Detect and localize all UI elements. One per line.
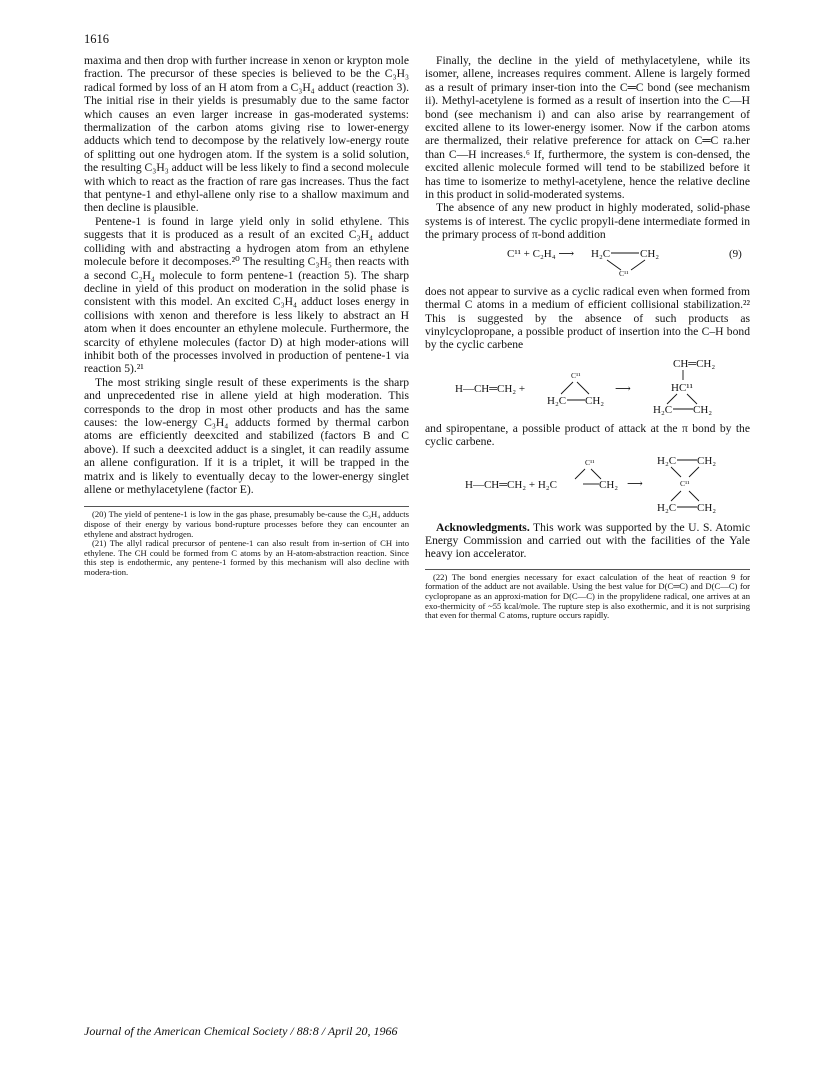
scheme2-bond-e bbox=[671, 467, 681, 477]
scheme1-carbene-left: H₂C bbox=[547, 394, 567, 407]
scheme2-center: C¹¹ bbox=[680, 478, 690, 488]
footnote-20: (20) The yield of pentene-1 is low in the gas phase, presumably be-cause the C₃H₄ adducts dispose of their energy by various bond-rupture processes before they can encounter an ethylene and abstract hydrogen. bbox=[84, 509, 409, 539]
eq9-lhs: C¹¹ + C₂H₄ ⟶ bbox=[507, 247, 575, 260]
scheme2-top-right: CH₂ bbox=[697, 454, 717, 467]
scheme1-product-mid: HC¹¹ bbox=[671, 381, 693, 394]
right-paragraph-4: and spiropentane, a possible product of attack at the π bond by the cyclic carbene. bbox=[425, 421, 750, 449]
scheme1-carbene-top: C¹¹ bbox=[571, 370, 581, 380]
scheme-spiropentane bbox=[425, 453, 750, 515]
left-column bbox=[84, 54, 409, 578]
footnote-22: (22) The bond energies necessary for exact calculation of the heat of reaction 9 for formation of the adduct are not available. Using the best value for D(C═C) and D(C—C) for cyclopropane as an approxi-mation for D(C—C) in the propylidene radical, one arrives at an exo-thermicity of ~55 kcal/mole. The rupture step is also exothermic, and it is not surprising that even for thermal C atoms, rupture occurs rapidly. bbox=[425, 571, 750, 621]
eq9-ring-bottom: C¹¹ bbox=[619, 268, 629, 278]
scheme1-bond-f bbox=[687, 394, 697, 404]
scheme-1-drawing bbox=[425, 356, 750, 416]
scheme2-bond-b bbox=[591, 469, 601, 479]
scheme2-top-left: H₂C bbox=[657, 454, 677, 467]
right-paragraph-2: The absence of any new product in highly moderated, solid-phase systems is of interest. The cyclic propyli-dene intermediate formed in the primary process of π-bond addition bbox=[425, 201, 750, 242]
scheme1-product-right: CH₂ bbox=[693, 403, 713, 416]
right-paragraph-1: Finally, the decline in the yield of methylacetylene, while its isomer, allene, increases requires comment. Allene is largely formed as a result of primary inser-tion into the C═C bond (see mechanism ii). Methyl-acetylene is formed as a result of insertion into the C—H bond (see mechanism i) and can also arise by rearrangement of excited allene to its lower-energy isomer. Now if the carbon atoms are thermalized, their relative preference for attack on C═C ra.her than C—H increases.⁶ If, furthermore, the system is con-densed, the excited allenic molecule formed will tend to be stabilized before it has time to isomerize to methyl-acetylene, hence the relative decline in this product in solid-moderated systems. bbox=[425, 54, 750, 202]
scheme1-reactant: H—CH═CH₂ + bbox=[455, 382, 526, 395]
acknowledgments bbox=[425, 521, 750, 561]
scheme2-reactant: H—CH═CH₂ + H₂C bbox=[465, 478, 557, 491]
right-paragraph-3: does not appear to survive as a cyclic radical even when formed from thermal C atoms in a medium of efficient collisional stabilization.²² This is suggested by the absence of such products as vinylcyclopropane, a possible product of insertion into the C–H bond by the cyclic carbene bbox=[425, 284, 750, 352]
left-paragraph-3: The most striking single result of these experiments is the sharp and unprecedented rise in allene yield at high moderation. This corresponds to the drop in most other products and has the same causes: the low-energy C₃H₄ adducts formed by thermal carbon atoms are efficiently deexcited and stabilized (factors B and C above). If such a deexcited adduct is a singlet, it can readily assume an allene configuration. If it is a triplet, it will be trapped in the matrix and is likely to eventually decay to the lower-energy singlet allene or methylacetylene (factor E). bbox=[84, 375, 409, 496]
eq9-ring-right: CH₂ bbox=[640, 247, 660, 260]
scheme1-bond-b bbox=[577, 382, 589, 394]
scheme1-product-left: H₂C bbox=[653, 403, 673, 416]
equation-9 bbox=[425, 245, 750, 279]
scheme1-product-top: CH═CH₂ bbox=[673, 357, 716, 370]
scheme1-carbene-right: CH₂ bbox=[585, 394, 605, 407]
scheme2-carbene-right: CH₂ bbox=[599, 478, 619, 491]
left-paragraph-2: Pentene-1 is found in large yield only in solid ethylene. This suggests that it is produced as a result of an excited C₃H₄ adduct colliding with and abstracting a hydrogen atom from an ethylene molecule before it decomposes.²⁰ The resulting C₃H₅ then reacts with a second C₂H₄ molecule to form pentene-1 (reaction 5). The sharp decline in yield of this product on moderation in the solid phase is consistent with this model. An excited C₃H₄ adduct loses energy in collisions with xenon and therefore is less likely to abstract an H atom when it does encounter an ethylene molecule. Furthermore, the scarcity of ethylene molecules (factor D) at high moder-ations will inhibit both of the processes involved in production of pentene-1 via reaction 5).²¹ bbox=[84, 214, 409, 376]
eq9-bond-right bbox=[631, 260, 645, 270]
scheme2-arrow: ⟶ bbox=[627, 477, 643, 490]
scheme2-carbene-top: C¹¹ bbox=[585, 457, 595, 467]
right-footnotes bbox=[425, 569, 750, 621]
equation-9-drawing bbox=[425, 245, 750, 279]
scheme1-bond-e bbox=[667, 394, 677, 404]
scheme2-bottom-left: H₂C bbox=[657, 501, 677, 514]
scheme2-bond-h bbox=[689, 491, 699, 501]
left-footnotes bbox=[84, 506, 409, 577]
right-column bbox=[425, 54, 750, 621]
acknowledgments-heading: Acknowledgments. bbox=[436, 520, 530, 534]
footnote-21: (21) The allyl radical precursor of pentene-1 can also result from in-sertion of CH into ethylene. The CH could be formed from C atoms by an H-atom-abstraction reaction. Since this step is endothermic, any pentene-1 formed by this mechanism will also decline with modera-tion. bbox=[84, 538, 409, 577]
scheme-2-drawing bbox=[425, 453, 750, 515]
eq9-ring-left: H₂C bbox=[591, 247, 611, 260]
journal-footer: Journal of the American Chemical Society / 88:8 / April 20, 1966 bbox=[84, 1024, 398, 1038]
scheme2-bond-f bbox=[689, 467, 699, 477]
left-paragraph-1: maxima and then drop with further increase in xenon or krypton mole fraction. The precursor of these species is believed to be the C₃H₃ radical formed by loss of an H atom from a C₃H₄ adduct (reaction 3). The initial rise in their yields is presumably due to the same factor which causes an even larger increase in gas-moderated systems: thermalization of the carbon atoms giving rise to lower-energy adducts which tend to decompose by the relatively low-energy route of splitting out one hydrogen atom. If the system is a solid solution, the resulting C₃H₃ adduct will be less likely to find a second molecule with which to react as the fraction of rare gas increases. Thus the fact that pentyne-1 and ethyl-allene only rise to a shallow maximum and then decline is plausible. bbox=[84, 54, 409, 215]
page-number: 1616 bbox=[84, 32, 109, 46]
eq9-number: (9) bbox=[729, 247, 742, 260]
scheme2-bond-g bbox=[671, 491, 681, 501]
scheme2-bottom-right: CH₂ bbox=[697, 501, 717, 514]
scheme2-bond-a bbox=[575, 469, 585, 479]
acknowledgments-text: This work was supported by the U. S. Atomic Energy Commission and carried out with the facilities of the Yale heavy ion accelerator. bbox=[425, 520, 750, 561]
scheme1-bond-a bbox=[561, 382, 573, 394]
scheme-vinylcyclopropane bbox=[425, 356, 750, 416]
scheme1-arrow: ⟶ bbox=[615, 382, 631, 395]
